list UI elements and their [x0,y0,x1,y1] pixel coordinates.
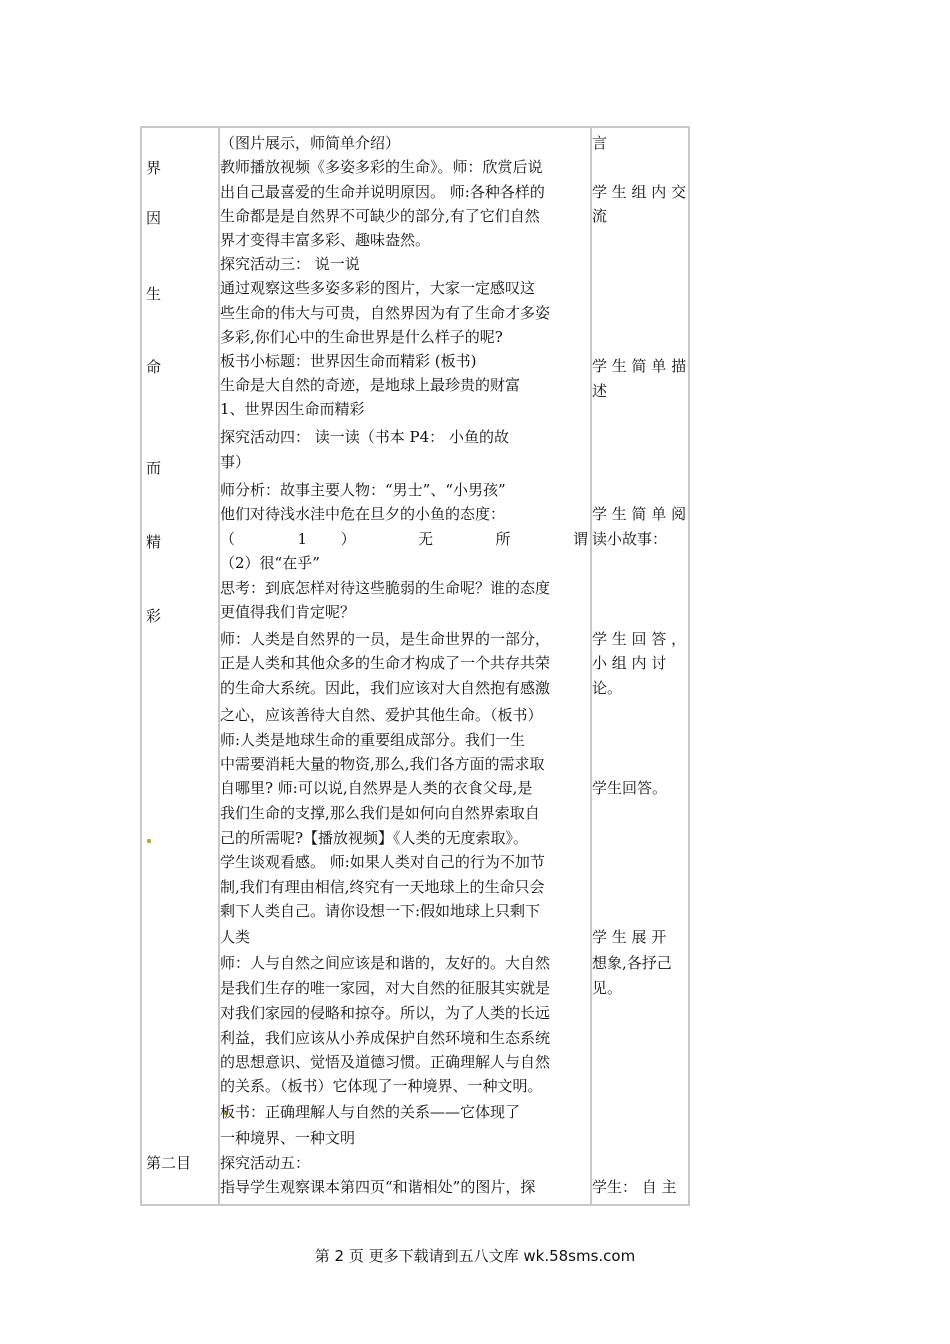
content-line: 通过观察这些多姿多彩的图片，大家一定感叹这 [220,279,536,297]
activity-line: 学 生 简 单 描 [592,357,687,375]
content-line: 是我们生存的唯一家园，对大自然的征服其实就是 [220,979,551,997]
content-line: 界才变得丰富多彩、趣味盎然。 [220,231,431,249]
activity-line: 学 生 组 内 交 [592,183,687,201]
content-line: 的关系。（板书）它体现了一种境界、一种文明。 [220,1077,543,1095]
content-line: 正是人类和其他众多的生命才构成了一个共存共荣 [220,654,551,672]
content-line: 的生命大系统。因此，我们应该对大自然抱有感激 [220,679,551,697]
content-line: 的思想意识、觉悟及道德习惯。正确理解人与自然 [220,1053,551,1071]
content-line: 学生谈观看感。 师:如果人类对自己的行为不加节 [220,853,545,871]
content-line: 板书小标题：世界因生命而精彩 (板书) [220,352,477,370]
content-line: 之心，应该善待大自然、爱护其他生命。（板书） [220,706,543,724]
activity-line: 流 [592,207,608,225]
topic-char: 彩 [146,607,162,625]
content-line: （2）很“在乎” [220,554,320,572]
content-line: 多彩,你们心中的生命世界是什么样子的呢? [220,328,503,346]
content-line: 出自己最喜爱的生命并说明原因。 师:各种各样的 [220,183,545,201]
content-line: 更值得我们肯定呢？ [220,603,356,621]
content-line: 剩下人类自己。请你设想一下:假如地球上只剩下 [220,902,541,920]
topic-char: 界 [146,159,162,177]
activity-line: 论。 [592,679,623,697]
content-line: 1、世界因生命而精彩 [220,400,365,418]
content-line: 些生命的伟大与可贵，自然界因为有了生命才多姿 [220,304,551,322]
activity-line: 学 生 回 答 ， [592,630,687,648]
content-line: 指导学生观察课本第四页“和谐相处”的图片，探 [220,1178,536,1196]
topic-char: 精 [146,533,162,551]
content-line: 制,我们有理由相信,终究有一天地球上的生命只会 [220,878,545,896]
activity-line: 想象,各抒己 [592,954,672,972]
activity-line: 言 [592,134,608,152]
activity-line: 读小故事： [592,530,668,548]
content-line: 师分析：故事主要人物：“男士”、“小男孩” [220,481,506,499]
activity-line: 学生回答。 [592,779,668,797]
activity-line: 学生： 自 主 [592,1178,677,1196]
content-line: 生命是大自然的奇迹，是地球上最珍贵的财富 [220,376,521,394]
content-line: 板书：正确理解人与自然的关系——它体现了 [220,1103,521,1121]
marker-dot [147,839,151,843]
content-line: 探究活动三： 说一说 [220,255,360,273]
content-line: 思考：到底怎样对待这些脆弱的生命呢？谁的态度 [220,579,551,597]
content-line: （ 1 ） 无 所 谓 [220,530,588,548]
content-line: 自哪里? 师:可以说,自然界是人类的衣食父母,是 [220,779,533,797]
page-footer: 第 2 页 更多下载请到五八文库 wk.58sms.com [314,1247,636,1265]
content-line: （图片展示，师简单介绍） [220,134,401,152]
content-line: 人类 [220,928,251,946]
topic-char: 命 [146,358,162,376]
activity-line: 学 生 简 单 阅 [592,505,687,523]
content-line: 教师播放视频《多姿多彩的生命》。师：欣赏后说 [220,158,543,176]
content-line: 己的所需呢?【播放视频】《人类的无度索取》。 [220,829,529,847]
topic-char: 生 [146,285,162,303]
content-line: 一种境界、一种文明 [220,1129,356,1147]
content-line: 事） [220,453,251,471]
content-line: 探究活动五： [220,1154,311,1172]
activity-line: 见。 [592,979,623,997]
content-line: 他们对待浅水洼中危在旦夕的小鱼的态度： [220,505,506,523]
topic-char: 因 [146,209,162,227]
content-line: 利益，我们应该从小养成保护自然环境和生态系统 [220,1029,551,1047]
content-line: 我们生命的支撑,那么我们是如何向自然界索取自 [220,804,540,822]
activity-line: 述 [592,382,608,400]
content-line: 探究活动四： 读一读（书本 P4： 小鱼的故 [220,428,509,446]
content-line: 中需要消耗大量的物资,那么,我们各方面的需求取 [220,755,545,773]
activity-line: 学 生 展 开 [592,928,667,946]
section-label: 第二目 [146,1154,192,1172]
content-line: 对我们家园的侵略和掠夺。所以，为了人类的长远 [220,1004,551,1022]
content-line: 师:人类是地球生命的重要组成部分。我们一生 [220,731,526,749]
content-line: 师：人与自然之间应该是和谐的，友好的。大自然 [220,954,551,972]
activity-line: 小 组 内 讨 [592,654,667,672]
content-line: 生命都是是自然界不可缺少的部分,有了它们自然 [220,207,540,225]
content-line: 师：人类是自然界的一员，是生命世界的一部分， [220,630,551,648]
topic-char: 而 [146,459,162,477]
